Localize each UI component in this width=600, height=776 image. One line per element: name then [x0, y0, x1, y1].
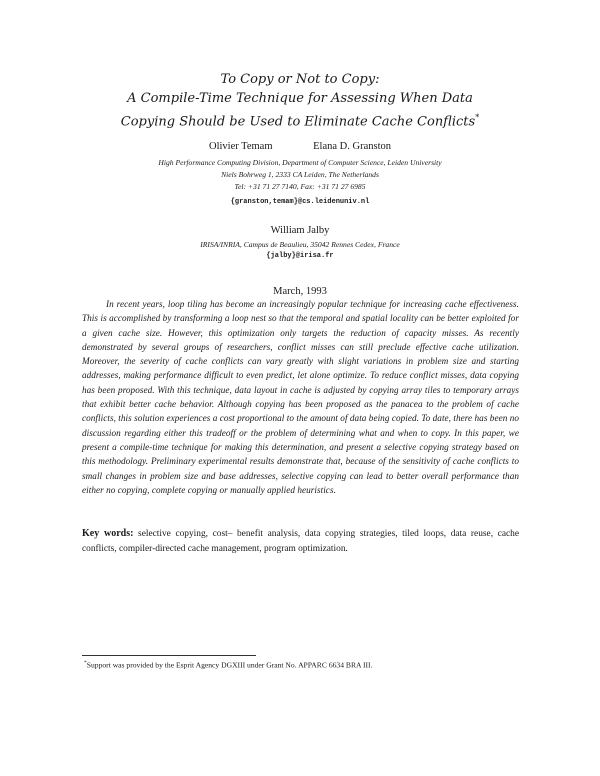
author-granston: Elana D. Granston	[313, 141, 391, 152]
author-jalby: William Jalby	[270, 225, 330, 236]
email-irisa: {jalby}@irisa.fr	[266, 252, 334, 260]
affiliation-leiden-line-2: Niels Bohrweg 1, 2333 CA Leiden, The Netherlands	[221, 170, 379, 179]
footnote-divider	[82, 655, 256, 656]
affiliation-leiden-line-1: High Performance Computing Division, Department of Computer Science, Leiden University	[158, 158, 442, 167]
title-line-3	[60, 108, 540, 131]
footnote-text: Support was provided by the Esprit Agency DGXIII under Grant No. APPARC 6634 BRA III.	[86, 660, 373, 670]
email-leiden: {granston,temam}@cs.leidenuniv.nl	[230, 198, 370, 206]
author-list	[60, 141, 540, 152]
title-line-2: A Compile-Time Technique for Assessing When Data	[127, 91, 473, 106]
title-line-1: To Copy or Not to Copy:	[220, 72, 380, 87]
keywords-label: Key words:	[82, 528, 134, 539]
footnote-mark: *	[84, 660, 87, 666]
affiliation-irisa: IRISA/INRIA, Campus de Beaulieu, 35042 Rennes Cedex, France	[200, 240, 400, 249]
footnote	[84, 658, 520, 671]
keywords-text: selective copying, cost– benefit analysis, data copying strategies, tiled loops, data reuse, cache conflicts, compiler-directed cache management, program optimization.	[82, 529, 519, 554]
title-line-3-text: Copying Should be Used to Eliminate Cache Conflicts	[120, 114, 476, 130]
title-footnote-mark: *	[475, 113, 480, 122]
author-temam: Olivier Temam	[209, 141, 273, 152]
affiliation-leiden	[40, 157, 560, 193]
abstract-text: In recent years, loop tiling has become an increasingly popular technique for increasing cache effectiveness. This is accomplished by transforming a loop nest so that the temporal and spatial locality can be better exploited for a given cache size. However, this optimization only targets the reduction of capacity misses. As recently demonstrated by several groups of researchers, conflict misses can still preclude effective cache utilization. Moreover, the severity of cache conflicts can vary greatly with slight variations in problem size and starting addresses, making performance difficult to even predict, let alone optimize. To reduce conflict misses, data copying has been proposed. With this technique, data layout in cache is adjusted by copying array tiles to temporary arrays that exhibit better cache behavior. Although copying has been proposed as the panacea to the problem of cache conflicts, this solution experiences a cost proportional to the amount of data being copied. To date, there has been no discussion regarding either this tradeoff or the problem of determining what and when to copy. In this paper, we present a compile-time technique for making this determination, and present a selective copying strategy based on this methodology. Preliminary experimental results demonstrate that, because of the sensitivity of cache conflicts to small changes in problem size and base addresses, selective copying can lead to better overall performance than either no copying, complete copying or manually applied heuristics.	[82, 299, 519, 495]
paper-title	[60, 70, 540, 131]
paper-date: March, 1993	[273, 286, 327, 297]
affiliation-leiden-line-3: Tel: +31 71 27 7140, Fax: +31 71 27 6985	[234, 182, 366, 191]
keywords	[82, 527, 519, 556]
